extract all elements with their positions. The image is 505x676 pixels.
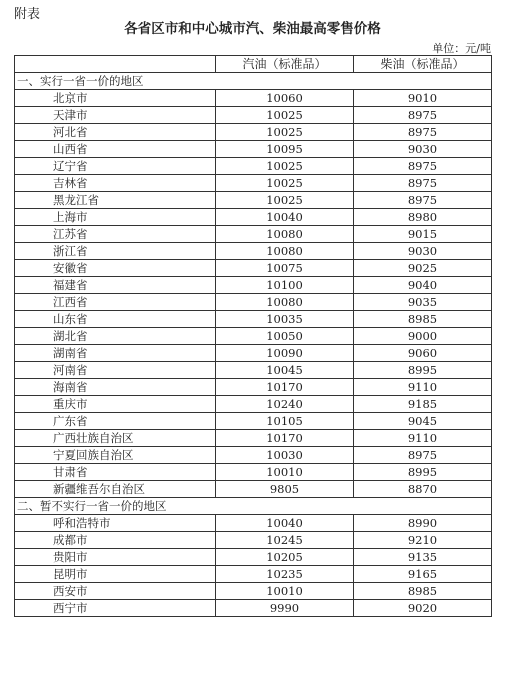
table-row xyxy=(15,260,492,277)
region-cell: 海南省 xyxy=(15,379,216,396)
gasoline-price-cell: 10060 xyxy=(216,90,354,107)
region-cell: 湖南省 xyxy=(15,345,216,362)
gasoline-price-cell: 10075 xyxy=(216,260,354,277)
column-header-region xyxy=(15,56,216,73)
diesel-price-cell: 8975 xyxy=(354,158,492,175)
gasoline-price-cell: 10040 xyxy=(216,209,354,226)
gasoline-price-cell: 10105 xyxy=(216,413,354,430)
region-cell: 江苏省 xyxy=(15,226,216,243)
region-cell: 辽宁省 xyxy=(15,158,216,175)
region-cell: 天津市 xyxy=(15,107,216,124)
diesel-price-cell: 8975 xyxy=(354,124,492,141)
price-table xyxy=(14,55,492,617)
region-cell: 甘肃省 xyxy=(15,464,216,481)
region-cell: 福建省 xyxy=(15,277,216,294)
gasoline-price-cell: 10080 xyxy=(216,243,354,260)
gasoline-price-cell: 10030 xyxy=(216,447,354,464)
gasoline-price-cell: 10035 xyxy=(216,311,354,328)
diesel-price-cell: 9025 xyxy=(354,260,492,277)
diesel-price-cell: 8975 xyxy=(354,175,492,192)
diesel-price-cell: 8975 xyxy=(354,447,492,464)
region-cell: 上海市 xyxy=(15,209,216,226)
gasoline-price-cell: 10025 xyxy=(216,107,354,124)
gasoline-price-cell: 9990 xyxy=(216,600,354,617)
diesel-price-cell: 9035 xyxy=(354,294,492,311)
table-row xyxy=(15,311,492,328)
gasoline-price-cell: 10040 xyxy=(216,515,354,532)
region-cell: 黑龙江省 xyxy=(15,192,216,209)
table-row xyxy=(15,464,492,481)
region-cell: 广西壮族自治区 xyxy=(15,430,216,447)
section-label: 一、实行一省一价的地区 xyxy=(15,73,492,90)
table-row xyxy=(15,396,492,413)
table-row xyxy=(15,158,492,175)
section-label: 二、暂不实行一省一价的地区 xyxy=(15,498,492,515)
gasoline-price-cell: 10025 xyxy=(216,158,354,175)
region-cell: 吉林省 xyxy=(15,175,216,192)
diesel-price-cell: 8985 xyxy=(354,311,492,328)
diesel-price-cell: 8985 xyxy=(354,583,492,600)
section-row xyxy=(15,73,492,90)
gasoline-price-cell: 10025 xyxy=(216,192,354,209)
region-cell: 湖北省 xyxy=(15,328,216,345)
table-header-row xyxy=(15,56,492,73)
diesel-price-cell: 9040 xyxy=(354,277,492,294)
diesel-price-cell: 8990 xyxy=(354,515,492,532)
gasoline-price-cell: 10045 xyxy=(216,362,354,379)
table-row xyxy=(15,379,492,396)
region-cell: 山西省 xyxy=(15,141,216,158)
table-row xyxy=(15,328,492,345)
region-cell: 西安市 xyxy=(15,583,216,600)
table-row xyxy=(15,90,492,107)
table-body xyxy=(15,73,492,617)
table-row xyxy=(15,209,492,226)
diesel-price-cell: 9165 xyxy=(354,566,492,583)
gasoline-price-cell: 10080 xyxy=(216,294,354,311)
region-cell: 呼和浩特市 xyxy=(15,515,216,532)
table-row xyxy=(15,124,492,141)
region-cell: 河南省 xyxy=(15,362,216,379)
table-row xyxy=(15,515,492,532)
table-row xyxy=(15,413,492,430)
gasoline-price-cell: 10090 xyxy=(216,345,354,362)
gasoline-price-cell: 10025 xyxy=(216,175,354,192)
gasoline-price-cell: 10170 xyxy=(216,379,354,396)
region-cell: 宁夏回族自治区 xyxy=(15,447,216,464)
region-cell: 河北省 xyxy=(15,124,216,141)
diesel-price-cell: 8870 xyxy=(354,481,492,498)
gasoline-price-cell: 10235 xyxy=(216,566,354,583)
region-cell: 重庆市 xyxy=(15,396,216,413)
diesel-price-cell: 9135 xyxy=(354,549,492,566)
region-cell: 安徽省 xyxy=(15,260,216,277)
table-row xyxy=(15,600,492,617)
table-row xyxy=(15,175,492,192)
table-row xyxy=(15,583,492,600)
diesel-price-cell: 9210 xyxy=(354,532,492,549)
region-cell: 贵阳市 xyxy=(15,549,216,566)
gasoline-price-cell: 10240 xyxy=(216,396,354,413)
gasoline-price-cell: 10025 xyxy=(216,124,354,141)
region-cell: 山东省 xyxy=(15,311,216,328)
region-cell: 广东省 xyxy=(15,413,216,430)
diesel-price-cell: 9000 xyxy=(354,328,492,345)
gasoline-price-cell: 10205 xyxy=(216,549,354,566)
diesel-price-cell: 9015 xyxy=(354,226,492,243)
table-row xyxy=(15,549,492,566)
diesel-price-cell: 8975 xyxy=(354,107,492,124)
table-row xyxy=(15,447,492,464)
diesel-price-cell: 8975 xyxy=(354,192,492,209)
diesel-price-cell: 9045 xyxy=(354,413,492,430)
table-row xyxy=(15,532,492,549)
table-row xyxy=(15,141,492,158)
diesel-price-cell: 9185 xyxy=(354,396,492,413)
gasoline-price-cell: 9805 xyxy=(216,481,354,498)
gasoline-price-cell: 10050 xyxy=(216,328,354,345)
section-row xyxy=(15,498,492,515)
table-row xyxy=(15,481,492,498)
diesel-price-cell: 9060 xyxy=(354,345,492,362)
document-title: 各省区市和中心城市汽、柴油最高零售价格 xyxy=(124,21,381,37)
diesel-price-cell: 9030 xyxy=(354,243,492,260)
table-row xyxy=(15,277,492,294)
table-row xyxy=(15,345,492,362)
region-cell: 成都市 xyxy=(15,532,216,549)
diesel-price-cell: 9030 xyxy=(354,141,492,158)
region-cell: 江西省 xyxy=(15,294,216,311)
table-row xyxy=(15,566,492,583)
region-cell: 昆明市 xyxy=(15,566,216,583)
table-row xyxy=(15,192,492,209)
gasoline-price-cell: 10245 xyxy=(216,532,354,549)
diesel-price-cell: 8995 xyxy=(354,464,492,481)
table-row xyxy=(15,243,492,260)
region-cell: 新疆维吾尔自治区 xyxy=(15,481,216,498)
table-row xyxy=(15,107,492,124)
column-header-gasoline: 汽油（标准品） xyxy=(216,56,354,73)
diesel-price-cell: 9020 xyxy=(354,600,492,617)
region-cell: 北京市 xyxy=(15,90,216,107)
unit-label: 单位：元/吨 xyxy=(432,42,491,55)
table-row xyxy=(15,362,492,379)
table-row xyxy=(15,226,492,243)
gasoline-price-cell: 10010 xyxy=(216,464,354,481)
table-row xyxy=(15,430,492,447)
gasoline-price-cell: 10170 xyxy=(216,430,354,447)
gasoline-price-cell: 10100 xyxy=(216,277,354,294)
appendix-label: 附表 xyxy=(14,7,41,22)
diesel-price-cell: 8995 xyxy=(354,362,492,379)
region-cell: 浙江省 xyxy=(15,243,216,260)
table-row xyxy=(15,294,492,311)
gasoline-price-cell: 10010 xyxy=(216,583,354,600)
region-cell: 西宁市 xyxy=(15,600,216,617)
gasoline-price-cell: 10095 xyxy=(216,141,354,158)
diesel-price-cell: 9110 xyxy=(354,430,492,447)
diesel-price-cell: 9110 xyxy=(354,379,492,396)
diesel-price-cell: 8980 xyxy=(354,209,492,226)
column-header-diesel: 柴油（标准品） xyxy=(354,56,492,73)
diesel-price-cell: 9010 xyxy=(354,90,492,107)
gasoline-price-cell: 10080 xyxy=(216,226,354,243)
